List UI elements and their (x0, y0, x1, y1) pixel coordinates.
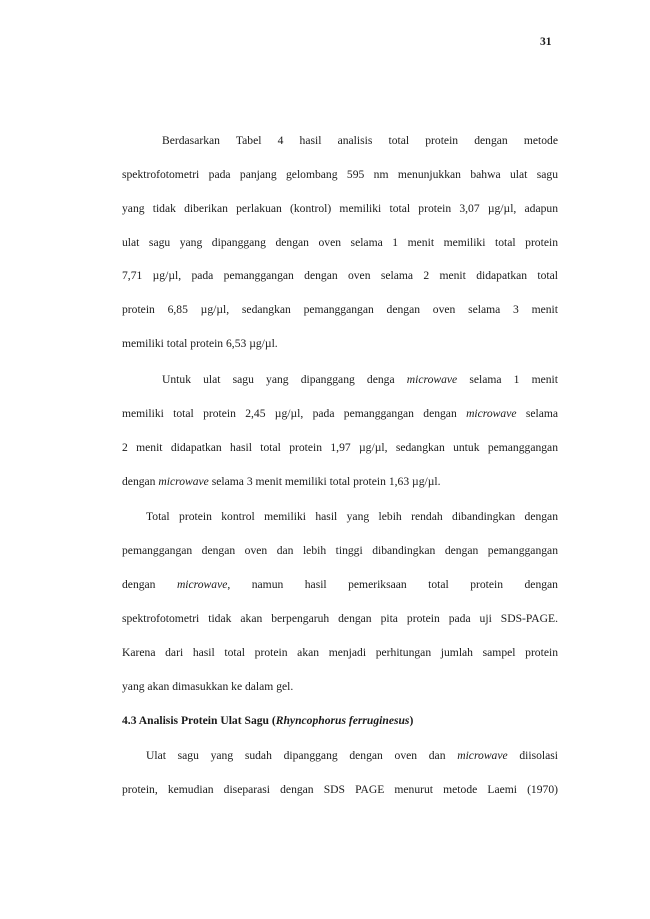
text-run: yang tidak diberikan perlakuan (kontrol) memiliki total protein 3,07 µg/µl, adapun (122, 202, 558, 215)
paragraph-3-line (146, 509, 558, 525)
paragraph-2-line (122, 440, 558, 456)
text-run: memiliki total protein 6,53 µg/µl. (122, 337, 278, 350)
text-run: pemanggangan dengan oven dan lebih tinggi dibandingkan dengan pemanggangan (122, 544, 558, 557)
paragraph-3-line (122, 611, 558, 627)
text-run: Ulat sagu yang sudah dipanggang dengan oven dan (146, 749, 458, 762)
italic-term: microwave (406, 373, 458, 386)
paragraph-1-line (122, 201, 558, 217)
italic-term: microwave (158, 475, 209, 488)
text-run: protein 6,85 µg/µl, sedangkan pemanggangan dengan oven selama 3 menit (122, 303, 558, 316)
text-run: spektrofotometri tidak akan berpengaruh dengan pita protein pada uji SDS-PAGE. (122, 612, 558, 625)
paragraph-1-line (162, 133, 558, 149)
heading-text: 4.3 Analisis Protein Ulat Sagu ( (122, 714, 276, 727)
paragraph-2-line (122, 474, 558, 490)
text-run: diisolasi (507, 749, 558, 762)
paragraph-3-line (122, 645, 558, 661)
heading-text: ) (409, 714, 414, 727)
paragraph-3-line (122, 679, 558, 695)
paragraph-3-line (122, 543, 558, 559)
text-run: selama 3 menit memiliki total protein 1,63 µg/µl. (208, 475, 441, 488)
text-run: Total protein kontrol memiliki hasil yang lebih rendah dibandingkan dengan (146, 510, 558, 523)
paragraph-2-line (122, 406, 558, 422)
paragraph-1-line (122, 302, 558, 318)
text-run: Untuk ulat sagu yang dipanggang denga (162, 373, 407, 386)
paragraph-2-line (162, 372, 558, 388)
paragraph-1-line (122, 235, 558, 251)
text-run: dengan (122, 475, 159, 488)
text-run: ulat sagu yang dipanggang dengan oven selama 1 menit memiliki total protein (122, 236, 558, 249)
italic-term: microwave (457, 749, 508, 762)
text-run: Berdasarkan Tabel 4 hasil analisis total protein dengan metode (162, 134, 558, 147)
text-run: dengan (122, 578, 177, 591)
paragraph-1-line (122, 268, 558, 284)
page-number: 31 (540, 36, 552, 48)
italic-term: microwave (466, 407, 517, 420)
text-run: Karena dari hasil total protein akan menjadi perhitungan jumlah sampel protein (122, 646, 558, 659)
text-run: selama (516, 407, 559, 420)
text-run: spektrofotometri pada panjang gelombang 595 nm menunjukkan bahwa ulat sagu (122, 168, 558, 181)
text-run: , namun hasil pemeriksaan total protein dengan (227, 578, 558, 591)
section-paragraph-line (122, 782, 558, 798)
text-run: selama 1 menit (457, 373, 558, 386)
text-run: memiliki total protein 2,45 µg/µl, pada pemanggangan dengan (122, 407, 467, 420)
heading-species-name: Rhyncophorus ferruginesus (275, 714, 410, 727)
paragraph-1-line (122, 167, 558, 183)
paragraph-1-line (122, 336, 558, 352)
text-run: protein, kemudian diseparasi dengan SDS PAGE menurut metode Laemi (1970) (122, 783, 558, 796)
text-run: 2 menit didapatkan hasil total protein 1,97 µg/µl, sedangkan untuk pemanggangan (122, 441, 558, 454)
italic-term: microwave (176, 578, 228, 591)
text-run: 7,71 µg/µl, pada pemanggangan dengan oven selama 2 menit didapatkan total (122, 269, 558, 282)
paragraph-3-line (122, 577, 558, 593)
section-heading (122, 713, 558, 729)
section-paragraph-line (146, 748, 558, 764)
text-run: yang akan dimasukkan ke dalam gel. (122, 680, 294, 693)
